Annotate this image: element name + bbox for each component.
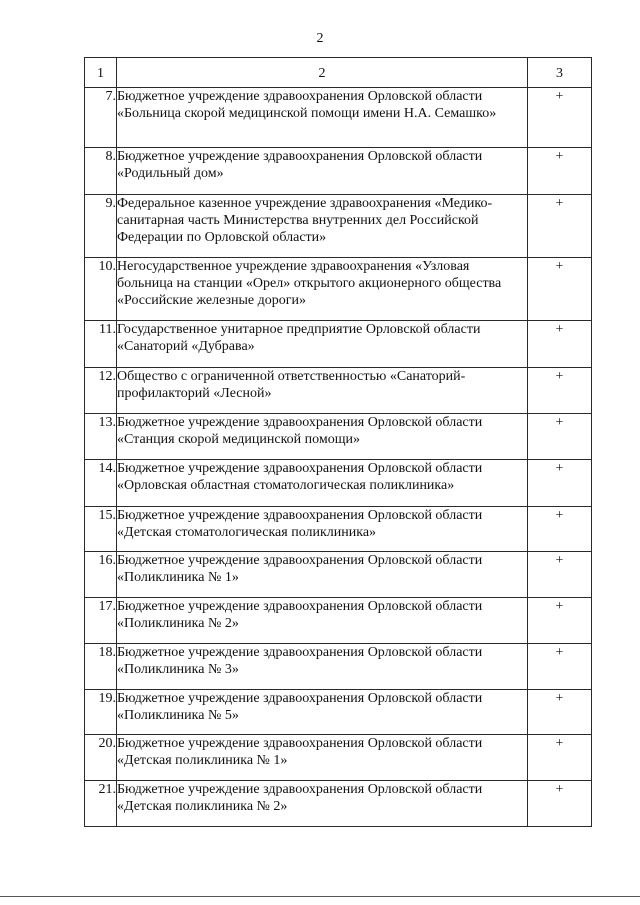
table-row: [85, 598, 592, 644]
inclusion-mark: +: [528, 88, 592, 148]
header-col-3: 3: [528, 58, 592, 88]
institution-name: Общество с ограниченной ответственностью «Санаторий-профилакторий «Лесной»: [117, 368, 528, 414]
inclusion-mark: +: [528, 735, 592, 781]
institution-name: Федеральное казенное учреждение здравоохранения «Медико-санитарная часть Министерства внутренних дел Российской Федерации по Орловской области»: [117, 195, 528, 258]
header-col-1: 1: [85, 58, 117, 88]
inclusion-mark: +: [528, 644, 592, 690]
inclusion-mark: +: [528, 258, 592, 321]
inclusion-mark: +: [528, 321, 592, 368]
table-row: [85, 368, 592, 414]
institution-name: Бюджетное учреждение здравоохранения Орловской области «Станция скорой медицинской помощи»: [117, 414, 528, 460]
inclusion-mark: +: [528, 148, 592, 195]
row-number: 18.: [85, 644, 117, 690]
row-number: 19.: [85, 690, 117, 735]
institution-name: Бюджетное учреждение здравоохранения Орловской области «Детская стоматологическая поликлиника»: [117, 507, 528, 552]
row-number: 14.: [85, 460, 117, 507]
row-number: 15.: [85, 507, 117, 552]
inclusion-mark: +: [528, 598, 592, 644]
bottom-divider: [0, 896, 640, 897]
table-row: [85, 644, 592, 690]
table-row: [85, 552, 592, 598]
row-number: 17.: [85, 598, 117, 644]
row-number: 9.: [85, 195, 117, 258]
row-number: 16.: [85, 552, 117, 598]
institution-name: Бюджетное учреждение здравоохранения Орловской области «Поликлиника № 2»: [117, 598, 528, 644]
row-number: 8.: [85, 148, 117, 195]
row-number: 21.: [85, 781, 117, 827]
inclusion-mark: +: [528, 414, 592, 460]
institution-name: Государственное унитарное предприятие Орловской области «Санаторий «Дубрава»: [117, 321, 528, 368]
page-number: 2: [316, 31, 324, 46]
header-col-2: 2: [117, 58, 528, 88]
row-number: 7.: [85, 88, 117, 148]
table-row: [85, 258, 592, 321]
table-row: [85, 735, 592, 781]
table-row: [85, 148, 592, 195]
inclusion-mark: +: [528, 690, 592, 735]
inclusion-mark: +: [528, 195, 592, 258]
row-number: 11.: [85, 321, 117, 368]
inclusion-mark: +: [528, 507, 592, 552]
row-number: 13.: [85, 414, 117, 460]
institution-name: Бюджетное учреждение здравоохранения Орловской области «Детская поликлиника № 1»: [117, 735, 528, 781]
table-row: [85, 460, 592, 507]
institution-name: Негосударственное учреждение здравоохранения «Узловая больница на станции «Орел» открытого акционерного общества «Российские железные дороги»: [117, 258, 528, 321]
row-number: 12.: [85, 368, 117, 414]
row-number: 10.: [85, 258, 117, 321]
inclusion-mark: +: [528, 460, 592, 507]
inclusion-mark: +: [528, 781, 592, 827]
institution-name: Бюджетное учреждение здравоохранения Орловской области «Поликлиника № 5»: [117, 690, 528, 735]
row-number: 20.: [85, 735, 117, 781]
table-row: [85, 414, 592, 460]
table-row: [85, 88, 592, 148]
institutions-table: [84, 57, 592, 827]
institution-name: Бюджетное учреждение здравоохранения Орловской области «Родильный дом»: [117, 148, 528, 195]
institution-name: Бюджетное учреждение здравоохранения Орловской области «Детская поликлиника № 2»: [117, 781, 528, 827]
table-header-row: [85, 58, 592, 88]
table-row: [85, 507, 592, 552]
institution-name: Бюджетное учреждение здравоохранения Орловской области «Больница скорой медицинской помощи имени Н.А. Семашко»: [117, 88, 528, 148]
institution-name: Бюджетное учреждение здравоохранения Орловской области «Поликлиника № 1»: [117, 552, 528, 598]
inclusion-mark: +: [528, 552, 592, 598]
table-row: [85, 781, 592, 827]
institution-name: Бюджетное учреждение здравоохранения Орловской области «Орловская областная стоматологическая поликлиника»: [117, 460, 528, 507]
table-row: [85, 195, 592, 258]
inclusion-mark: +: [528, 368, 592, 414]
table-row: [85, 690, 592, 735]
table-row: [85, 321, 592, 368]
institution-name: Бюджетное учреждение здравоохранения Орловской области «Поликлиника № 3»: [117, 644, 528, 690]
